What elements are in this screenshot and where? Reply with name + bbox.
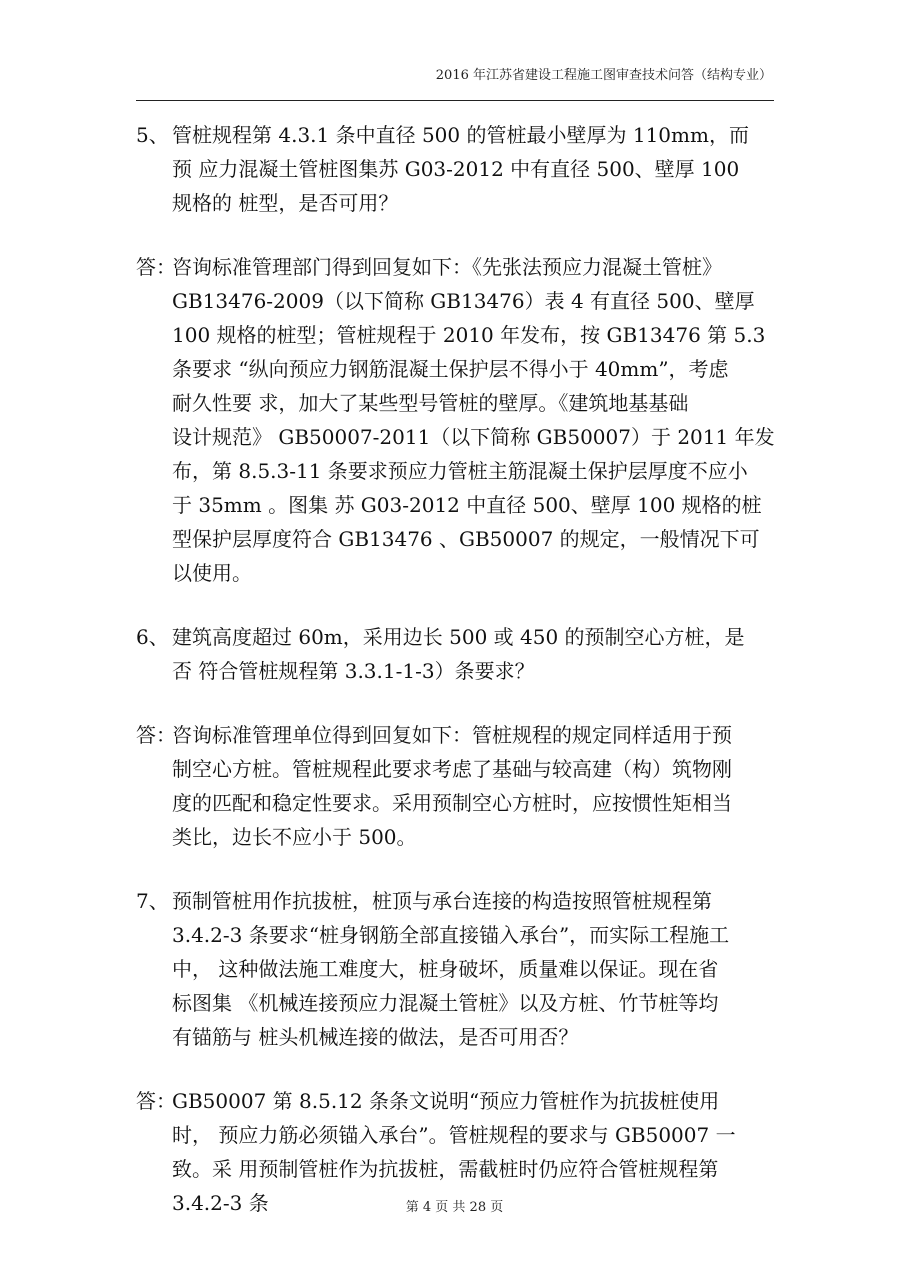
- block-marker: 答：: [136, 1089, 176, 1113]
- text-line: 咨询标准管理部门得到回复如下：《先张法预应力混凝土管桩》: [172, 255, 722, 279]
- text-line: 时， 预应力筋必须锚入承台”。管桩规程的要求与 GB50007 一: [172, 1123, 736, 1147]
- text-line: 类比，边长不应小于 500。: [172, 825, 417, 849]
- question-block: [136, 118, 784, 220]
- text-line: GB50007 第 8.5.12 条条文说明“预应力管桩作为抗拔桩使用: [172, 1089, 720, 1113]
- text-line: 咨询标准管理单位得到回复如下：管桩规程的规定同样适用于预: [172, 723, 732, 747]
- block-marker: 5、: [136, 123, 169, 147]
- text-line: 否 符合管桩规程第 3.3.1-1-3）条要求？: [172, 659, 535, 683]
- text-line: 型保护层厚度符合 GB13476 、GB50007 的规定，一般情况下可: [172, 527, 760, 551]
- answer-block: [136, 250, 784, 590]
- page-header-title: 2016 年江苏省建设工程施工图审查技术问答（结构专业）: [435, 68, 772, 83]
- text-line: 设计规范》 GB50007-2011（以下简称 GB50007）于 2011 年发: [172, 425, 775, 449]
- text-line: 耐久性要 求，加大了某些型号管桩的壁厚。《建筑地基基础: [172, 391, 689, 415]
- text-line: 制空心方桩。管桩规程此要求考虑了基础与较高建（构）筑物刚: [172, 757, 732, 781]
- text-line: 规格的 桩型，是否可用？: [172, 191, 399, 215]
- text-line: 100 规格的桩型；管桩规程于 2010 年发布，按 GB13476 第 5.3: [172, 323, 766, 347]
- block-marker: 答：: [136, 723, 176, 747]
- text-line: 预制管桩用作抗拔桩，桩顶与承台连接的构造按照管桩规程第: [172, 889, 712, 913]
- text-line: 度的匹配和稳定性要求。采用预制空心方桩时，应按惯性矩相当: [172, 791, 732, 815]
- answer-block: [136, 718, 784, 854]
- block-marker: 7、: [136, 889, 169, 913]
- header-divider: [136, 100, 774, 101]
- question-block: [136, 620, 784, 688]
- text-line: 有锚筋与 桩头机械连接的做法，是否可用否？: [172, 1025, 579, 1049]
- text-line: 建筑高度超过 60m，采用边长 500 或 450 的预制空心方桩，是: [172, 625, 745, 649]
- text-line: 布，第 8.5.3-11 条要求预应力管桩主筋混凝土保护层厚度不应小: [172, 459, 748, 483]
- page-footer-number: 第 4 页 共 28 页: [405, 1200, 504, 1215]
- text-line: 3.4.2-3 条: [172, 1191, 269, 1215]
- text-line: GB13476-2009（以下简称 GB13476）表 4 有直径 500、壁厚: [172, 289, 755, 313]
- text-line: 3.4.2-3 条要求“桩身钢筋全部直接锚入承台”，而实际工程施工: [172, 923, 730, 947]
- text-line: 以使用。: [172, 561, 252, 585]
- text-line: 标图集 《机械连接预应力混凝土管桩》以及方桩、竹节桩等均: [172, 991, 719, 1015]
- question-block: [136, 884, 784, 1054]
- text-line: 管桩规程第 4.3.1 条中直径 500 的管桩最小壁厚为 110mm，而: [172, 123, 749, 147]
- text-line: 预 应力混凝土管桩图集苏 G03-2012 中有直径 500、壁厚 100: [172, 157, 740, 181]
- document-body: [136, 118, 784, 1250]
- text-line: 中， 这种做法施工难度大，桩身破坏，质量难以保证。现在省: [172, 957, 719, 981]
- block-marker: 答：: [136, 255, 176, 279]
- block-marker: 6、: [136, 625, 169, 649]
- text-line: 致。采 用预制管桩作为抗拔桩，需截桩时仍应符合管桩规程第: [172, 1157, 719, 1181]
- text-line: 条要求 “纵向预应力钢筋混凝土保护层不得小于 40mm”，考虑: [172, 357, 729, 381]
- text-line: 于 35mm 。图集 苏 G03-2012 中直径 500、壁厚 100 规格的桩: [172, 493, 762, 517]
